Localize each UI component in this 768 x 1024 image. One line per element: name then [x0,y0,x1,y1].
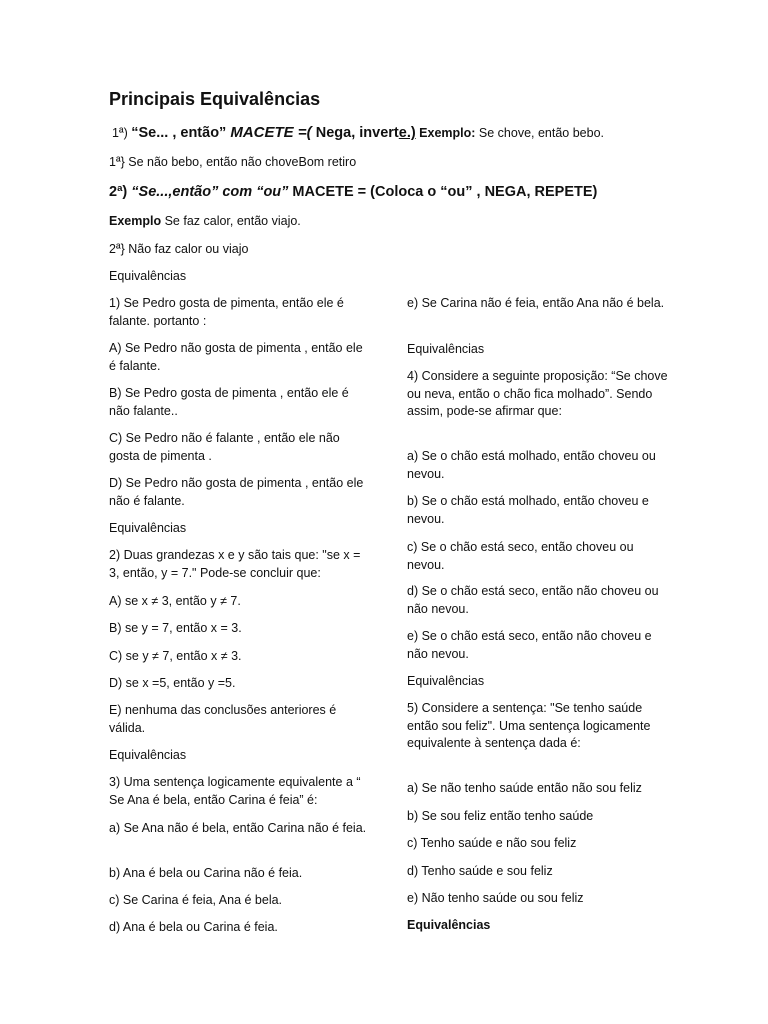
intro-rule-2-answer: 2ª} Não faz calor ou viajo [109,242,249,256]
rule-1-macete: MACETE =( [230,124,316,141]
option-4e: e) Se o chão está seco, então não choveu e não nevou. [407,629,652,661]
option-4d: d) Se o chão está seco, então não choveu ou não nevou. [407,584,659,616]
right-column [407,0,677,1024]
example-text: Se faz calor, então viajo. [161,214,301,228]
rule-2-quote: “Se...,então” com “ou” [131,184,289,200]
question-4: 4) Considere a seguinte proposição: “Se chove ou neva, então o chão fica molhado”. Sendo assim, pode-se afirmar que: [407,369,668,418]
section-heading: Equivalências [407,918,491,932]
left-column [109,0,379,1024]
question-5: 5) Considere a sentença: "Se tenho saúde então sou feliz". Uma sentença logicamente equivalente à sentença dada é: [407,701,651,750]
option-4c: c) Se o chão está seco, então choveu ou nevou. [407,540,634,572]
option-3b: b) Ana é bela ou Carina não é feia. [109,866,303,880]
rule-1-exemplo-label: Exemplo: [415,126,476,140]
example-label: Exemplo [109,214,162,228]
option-1b: B) Se Pedro gosta de pimenta , então ele é não falante.. [109,386,349,418]
intro-rule-1-answer: 1ª} Se não bebo, então não choveBom retiro [109,155,357,169]
question-1: 1) Se Pedro gosta de pimenta, então ele é falante. portanto : [109,296,344,328]
section-heading: Equivalências [109,269,187,283]
section-heading: Equivalências [109,521,187,535]
option-2c: C) se y ≠ 7, então x ≠ 3. [109,649,242,663]
option-1c: C) Se Pedro não é falante , então ele não gosta de pimenta . [109,431,340,463]
rule-1-underlined: e.) [398,125,416,141]
option-5b: b) Se sou feliz então tenho saúde [407,809,594,823]
option-2b: B) se y = 7, então x = 3. [109,621,242,635]
option-3c: c) Se Carina é feia, Ana é bela. [109,893,283,907]
rule-1-nega-invert: Nega, invert [315,125,399,141]
section-heading: Equivalências [407,342,485,356]
section-heading: Equivalências [407,674,485,688]
rule-2-rest: MACETE = (Coloca o “ou” , NEGA, REPETE) [288,184,598,200]
rule-1-exemplo-text: Se chove, então bebo. [475,126,605,140]
option-3d: d) Ana é bela ou Carina é feia. [109,920,278,934]
option-5a: a) Se não tenho saúde então não sou feliz [407,781,642,795]
option-1d: D) Se Pedro não gosta de pimenta , então ele não é falante. [109,476,364,508]
question-2: 2) Duas grandezas x e y são tais que: "se x = 3, então, y = 7." Pode-se concluir que: [109,548,361,580]
rule-1-quote: “Se... , então” [131,125,231,141]
option-1a: A) Se Pedro não gosta de pimenta , então ele é falante. [109,341,363,373]
option-5c: c) Tenho saúde e não sou feliz [407,836,577,850]
option-5d: d) Tenho saúde e sou feliz [407,864,553,878]
question-3: 3) Uma sentença logicamente equivalente a “ Se Ana é bela, então Carina é feia” é: [109,775,361,807]
option-2e: E) nenhuma das conclusões anteriores é válida. [109,703,337,735]
option-2d: D) se x =5, então y =5. [109,676,236,690]
option-4b: b) Se o chão está molhado, então choveu e nevou. [407,494,649,526]
option-3e: e) Se Carina não é feia, então Ana não é bela. [407,296,665,310]
option-2a: A) se x ≠ 3, então y ≠ 7. [109,594,241,608]
section-heading: Equivalências [109,748,187,762]
rule-2-prefix: 2ª) [109,184,132,200]
option-5e: e) Não tenho saúde ou sou feliz [407,891,584,905]
option-4a: a) Se o chão está molhado, então choveu ou nevou. [407,449,656,481]
option-3a: a) Se Ana não é bela, então Carina não é feia. [109,821,367,835]
page-title: Principais Equivalências [109,89,321,109]
rule-1-prefix: 1ª) [112,126,132,140]
